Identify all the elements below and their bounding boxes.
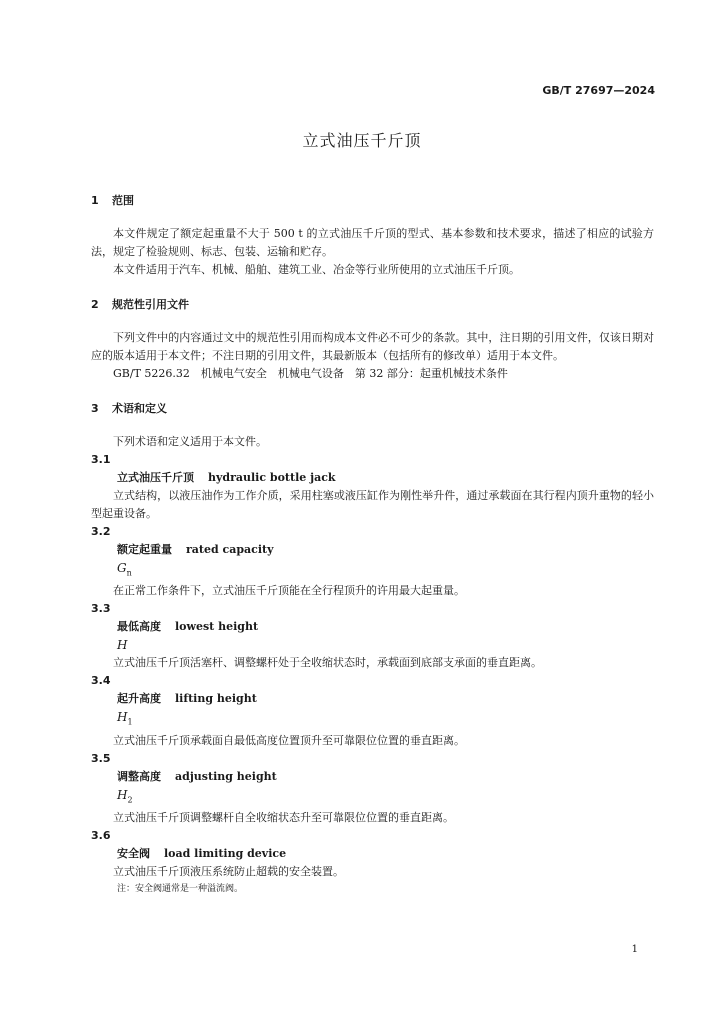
term-symbol <box>117 786 654 809</box>
term-entry <box>91 672 654 749</box>
document-body <box>91 189 654 897</box>
term-definition: 在正常工作条件下，立式油压千斤顶能在全行程顶升的许用最大起重量。 <box>113 584 465 598</box>
standard-code: GB/T 27697—2024 <box>542 84 655 97</box>
section-heading-normative <box>91 293 654 317</box>
section-number: 3 <box>91 402 99 415</box>
term-en: load limiting device <box>164 847 287 861</box>
section-number: 1 <box>91 194 99 207</box>
paragraph: 本文件规定了额定起重量不大于 500 t 的立式油压千斤顶的型式、基本参数和技术要求，描述了相应的试验方法，规定了检验规则、标志、包装、运输和贮存。 <box>91 227 654 258</box>
term-heading <box>117 768 654 786</box>
term-entry <box>91 451 654 523</box>
term-entry <box>91 523 654 600</box>
term-zh: 最低高度 <box>117 620 161 634</box>
paragraph: 下列术语和定义适用于本文件。 <box>113 435 267 448</box>
symbol-letter: G <box>117 561 127 575</box>
section-title: 范围 <box>112 194 134 207</box>
symbol-letter: H <box>117 787 128 802</box>
paragraph: 下列文件中的内容通过文中的规范性引用而构成本文件必不可少的条款。其中，注日期的引用文件，仅该日期对应的版本适用于本文件；不注日期的引用文件，其最新版本（包括所有的修改单）适用于本文件。 <box>91 331 654 362</box>
section-heading-scope <box>91 189 654 213</box>
term-note: 注：安全阀通常是一种溢流阀。 <box>117 884 244 895</box>
section-number: 2 <box>91 298 99 311</box>
term-definition: 立式油压千斤顶调整螺杆自全收缩状态升至可靠限位位置的垂直距离。 <box>113 811 454 825</box>
document-title: 立式油压千斤顶 <box>302 131 422 150</box>
terms-list <box>91 451 654 897</box>
term-zh: 安全阀 <box>117 847 150 861</box>
term-entry <box>91 750 654 827</box>
term-definition: 立式结构，以液压油作为工作介质，采用柱塞或液压缸作为刚性举升件，通过承载面在其行程内顶升重物的轻小型起重设备。 <box>91 489 654 520</box>
term-number: 3.5 <box>91 751 111 765</box>
term-en: hydraulic bottle jack <box>208 471 336 484</box>
term-entry <box>91 827 654 897</box>
term-symbol <box>117 636 654 654</box>
term-heading <box>117 541 654 559</box>
term-number: 3.3 <box>91 602 111 616</box>
symbol-subscript: n <box>126 568 132 578</box>
term-number: 3.1 <box>91 453 111 466</box>
term-number: 3.2 <box>91 525 111 538</box>
term-en: rated capacity <box>186 543 274 556</box>
term-heading <box>117 690 654 708</box>
term-number: 3.6 <box>91 829 111 843</box>
term-symbol <box>117 559 654 582</box>
term-zh: 额定起重量 <box>117 543 172 556</box>
term-zh: 调整高度 <box>117 769 161 783</box>
term-en: adjusting height <box>175 769 277 783</box>
term-definition: 立式油压千斤顶承载面自最低高度位置顶升至可靠限位位置的垂直距离。 <box>113 733 465 747</box>
term-heading <box>117 845 654 863</box>
symbol-subscript: 2 <box>127 795 133 805</box>
section-heading-terms <box>91 397 654 421</box>
paragraph: 本文件适用于汽车、机械、船舶、建筑工业、冶金等行业所使用的立式油压千斤顶。 <box>113 263 520 276</box>
term-zh: 起升高度 <box>117 692 161 706</box>
section-title: 术语和定义 <box>112 402 167 415</box>
symbol-letter: H <box>117 638 128 653</box>
term-entry <box>91 600 654 672</box>
term-definition: 立式油压千斤顶液压系统防止超载的安全装置。 <box>113 865 344 879</box>
term-definition: 立式油压千斤顶活塞杆、调整螺杆处于全收缩状态时，承载面到底部支承面的垂直距离。 <box>113 656 542 670</box>
term-en: lowest height <box>175 620 259 634</box>
term-heading <box>117 618 654 636</box>
reference-item: GB/T 5226.32 机械电气安全 机械电气设备 第 32 部分：起重机械技术条件 <box>113 367 508 380</box>
symbol-subscript: 1 <box>127 717 133 727</box>
section-title: 规范性引用文件 <box>112 298 189 311</box>
term-symbol <box>117 708 654 731</box>
term-heading <box>117 469 654 487</box>
term-en: lifting height <box>175 692 257 706</box>
page-number: 1 <box>631 944 638 955</box>
term-zh: 立式油压千斤顶 <box>117 471 194 484</box>
term-number: 3.4 <box>91 674 111 688</box>
symbol-letter: H <box>117 710 128 725</box>
